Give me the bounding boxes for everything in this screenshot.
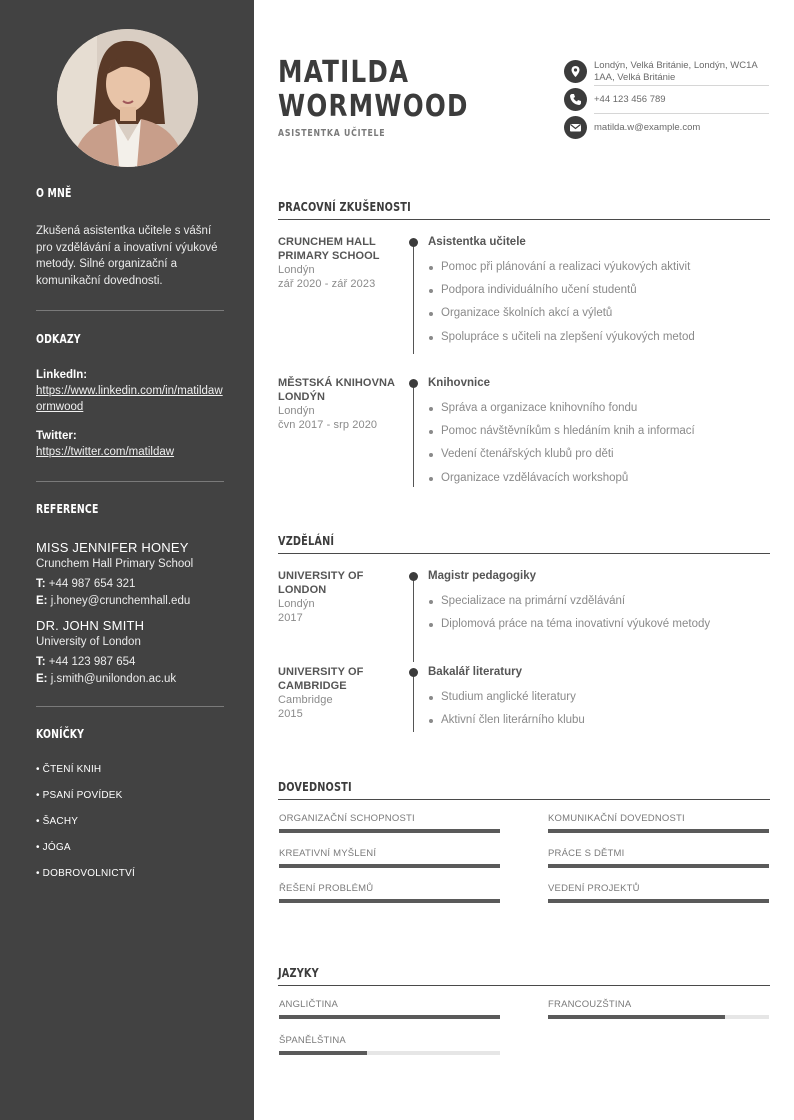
entry-bullets: [428, 590, 768, 636]
reference-email-value: j.smith@unilondon.ac.uk: [50, 673, 177, 685]
education-entry: [278, 666, 770, 732]
skill-bar: [279, 864, 500, 868]
timeline-dot: [409, 572, 418, 581]
hobbies-heading: KONÍČKY: [36, 727, 85, 741]
timeline-line: [413, 672, 414, 732]
reference-org: Crunchem Hall Primary School: [36, 558, 194, 570]
job-title: ASISTENTKA UČITELE: [278, 128, 386, 139]
address-text: Londýn, Velká Británie, Londýn, WC1A 1AA, Velká Británie: [594, 60, 758, 83]
contact-divider: [594, 85, 769, 86]
reference-org: University of London: [36, 636, 141, 648]
twitter-link[interactable]: https://twitter.com/matildaw: [36, 446, 175, 458]
bullet-item: Diplomová práce na téma inovativní výukové metody: [428, 613, 768, 636]
skill-label: PRÁCE S DĚTMI: [548, 848, 625, 859]
skill-bar-fill: [548, 864, 769, 868]
skill-item: [548, 883, 769, 894]
reference-email: [36, 671, 224, 688]
reference-item: [36, 539, 224, 610]
entry-role: Knihovnice: [428, 377, 490, 389]
hobby-item: • ŠACHY: [36, 816, 79, 827]
entry-org: [278, 570, 398, 625]
experience-entry: [278, 377, 770, 489]
bullet-item: Spolupráce s učiteli na zlepšení výukových metod: [428, 326, 768, 349]
skill-label: ŘEŠENÍ PROBLÉMŮ: [279, 883, 374, 894]
bullet-item: Pomoc při plánování a realizaci výukových aktivit: [428, 256, 768, 279]
language-bar-fill: [279, 1015, 500, 1019]
bullet-item: Specializace na primární vzdělávání: [428, 590, 768, 613]
language-bar: [279, 1015, 500, 1019]
entry-org: [278, 236, 398, 291]
location-pin-icon: [564, 60, 587, 83]
timeline-line: [413, 576, 414, 662]
phone-text: +44 123 456 789: [594, 94, 666, 105]
person-name: [278, 56, 469, 124]
org-dates: 2017: [278, 612, 303, 624]
language-item: [279, 1035, 500, 1046]
skills-heading: DOVEDNOSTI: [278, 779, 352, 794]
link-label: LinkedIn:: [36, 369, 88, 381]
entry-org: [278, 377, 398, 432]
language-bar: [548, 1015, 769, 1019]
first-name: MATILDA: [278, 55, 410, 90]
sidebar-divider: [36, 481, 224, 482]
languages-heading: JAZYKY: [278, 965, 319, 980]
entry-role: Bakalář literatury: [428, 666, 522, 678]
skill-item: [279, 848, 500, 859]
phone-label: T:: [36, 578, 46, 590]
reference-phone-value: +44 123 987 654: [48, 656, 136, 668]
email-label: E:: [36, 673, 48, 685]
language-label: ŠPANĚLŠTINA: [279, 1035, 346, 1046]
entry-bullets: [428, 397, 768, 490]
timeline-dot: [409, 379, 418, 388]
bullet-item: Pomoc návštěvníkům s hledáním knih a informací: [428, 420, 768, 443]
contact-divider: [594, 113, 769, 114]
bullet-item: Studium anglické literatury: [428, 686, 768, 709]
skill-label: VEDENÍ PROJEKTŮ: [548, 883, 640, 894]
skill-bar-fill: [279, 899, 500, 903]
entry-bullets: [428, 686, 768, 732]
links-heading: ODKAZY: [36, 332, 81, 346]
org-dates: čvn 2017 - srp 2020: [278, 419, 378, 431]
skill-item: [279, 813, 500, 824]
entry-org: [278, 666, 398, 721]
email-text[interactable]: matilda.w@example.com: [594, 122, 701, 133]
experience-heading: PRACOVNÍ ZKUŠENOSTI: [278, 199, 411, 214]
hobbies-section: [36, 727, 224, 741]
org-name: MĚSTSKÁ KNIHOVNA LONDÝN: [278, 377, 395, 403]
skill-label: KREATIVNÍ MYŠLENÍ: [279, 848, 377, 859]
reference-email: [36, 593, 224, 610]
phone-icon: [564, 88, 587, 111]
skill-bar: [548, 899, 769, 903]
language-item: [279, 999, 500, 1010]
reference-phone-value: +44 987 654 321: [48, 578, 136, 590]
org-name: UNIVERSITY OF LONDON: [278, 570, 364, 596]
hobbies-list: [36, 757, 224, 887]
skill-item: [279, 883, 500, 894]
org-location: Londýn: [278, 405, 315, 417]
skill-bar-fill: [279, 829, 500, 833]
bullet-item: Podpora individuálního učení studentů: [428, 279, 768, 302]
bullet-item: Správa a organizace knihovního fondu: [428, 397, 768, 420]
email-icon: [564, 116, 587, 139]
link-twitter: [36, 428, 224, 460]
skill-bar-fill: [548, 899, 769, 903]
sidebar-divider: [36, 706, 224, 707]
section-rule: [278, 985, 770, 986]
org-name: CRUNCHEM HALL PRIMARY SCHOOL: [278, 236, 380, 262]
section-rule: [278, 553, 770, 554]
profile-photo: [57, 29, 198, 167]
skill-bar-fill: [279, 864, 500, 868]
reference-email-value: j.honey@crunchemhall.edu: [50, 595, 191, 607]
org-location: Londýn: [278, 598, 315, 610]
email-label: E:: [36, 595, 48, 607]
sidebar-divider: [36, 310, 224, 311]
about-section: [36, 186, 224, 200]
language-bar-fill: [279, 1051, 367, 1055]
skill-item: [548, 848, 769, 859]
hobby-item: • JÓGA: [36, 842, 71, 853]
link-linkedin: [36, 367, 224, 415]
linkedin-link[interactable]: https://www.linkedin.com/in/matildawormwood: [36, 385, 223, 413]
reference-phone: [36, 576, 224, 593]
about-heading: O MNĚ: [36, 186, 72, 200]
hobby-item: • ČTENÍ KNIH: [36, 764, 102, 775]
hobby-item: • DOBROVOLNICTVÍ: [36, 868, 135, 879]
skill-bar: [279, 829, 500, 833]
hobby-item: • PSANÍ POVÍDEK: [36, 790, 123, 801]
references-section: [36, 502, 224, 516]
skill-bar-fill: [548, 829, 769, 833]
bullet-item: Aktivní člen literárního klubu: [428, 709, 768, 732]
skill-bar: [548, 864, 769, 868]
org-dates: zář 2020 - zář 2023: [278, 278, 376, 290]
section-rule: [278, 219, 770, 220]
timeline-line: [413, 242, 414, 354]
education-entry: [278, 570, 770, 656]
reference-item: [36, 617, 224, 688]
skill-bar: [548, 829, 769, 833]
entry-role: Asistentka učitele: [428, 236, 526, 248]
skill-bar: [279, 899, 500, 903]
section-rule: [278, 799, 770, 800]
experience-entry: [278, 236, 770, 366]
timeline-dot: [409, 668, 418, 677]
skill-label: KOMUNIKAČNÍ DOVEDNOSTI: [548, 813, 685, 824]
bullet-item: Vedení čtenářských klubů pro děti: [428, 443, 768, 466]
language-bar: [279, 1051, 500, 1055]
skill-item: [548, 813, 769, 824]
org-location: Londýn: [278, 264, 315, 276]
bullet-item: Organizace školních akcí a výletů: [428, 302, 768, 325]
org-dates: 2015: [278, 708, 303, 720]
entry-bullets: [428, 256, 768, 349]
org-name: UNIVERSITY OF CAMBRIDGE: [278, 666, 364, 692]
links-section: [36, 332, 224, 346]
reference-name: MISS JENNIFER HONEY: [36, 540, 189, 555]
language-bar-fill: [548, 1015, 725, 1019]
entry-role: Magistr pedagogiky: [428, 570, 536, 582]
last-name: WORMWOOD: [278, 89, 469, 124]
language-label: FRANCOUZŠTINA: [548, 999, 632, 1010]
link-label: Twitter:: [36, 430, 77, 442]
references-heading: REFERENCE: [36, 502, 99, 516]
timeline-line: [413, 383, 414, 487]
language-label: ANGLIČTINA: [279, 999, 339, 1010]
education-heading: VZDĚLÁNÍ: [278, 533, 335, 548]
language-item: [548, 999, 769, 1010]
reference-name: DR. JOHN SMITH: [36, 618, 145, 633]
about-text: Zkušená asistentka učitele s vášní pro vzdělávání a inovativní výukové metody. Silné organizační a komunikační dovednosti.: [36, 225, 218, 287]
org-location: Cambridge: [278, 694, 333, 706]
phone-label: T:: [36, 656, 46, 668]
timeline-dot: [409, 238, 418, 247]
reference-phone: [36, 654, 224, 671]
bullet-item: Organizace vzdělávacích workshopů: [428, 467, 768, 490]
skill-label: ORGANIZAČNÍ SCHOPNOSTI: [279, 813, 415, 824]
sidebar: [0, 0, 254, 1120]
